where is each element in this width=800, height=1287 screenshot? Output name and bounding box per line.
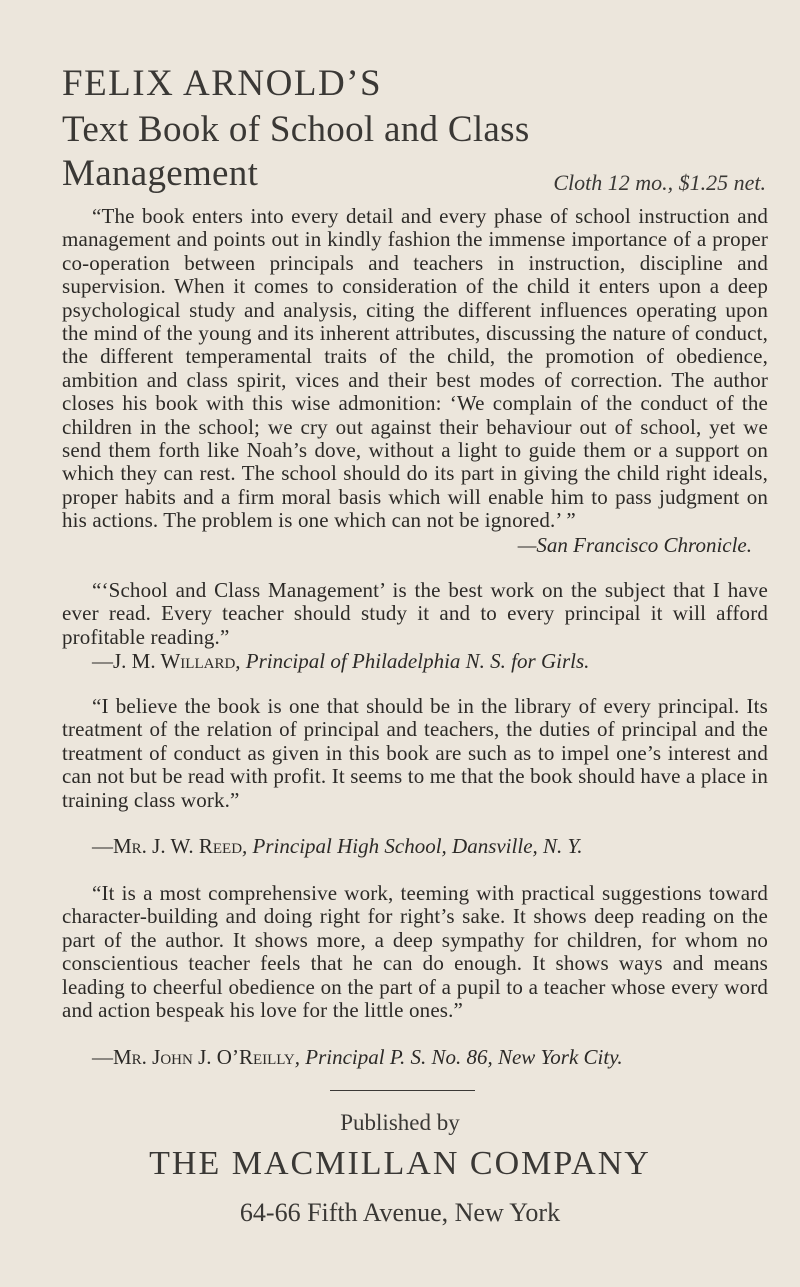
source-name: Willard bbox=[160, 649, 236, 673]
review-quote: “‘School and Class Management’ is the best work on the subject that I have ever read. Every teacher should study it and to every principal it will afford profitable reading.” bbox=[62, 578, 768, 649]
source-title: , Principal High School, Dansville, N. Y. bbox=[242, 834, 583, 858]
source-title: , Principal P. S. No. 86, New York City. bbox=[294, 1045, 623, 1069]
review-source bbox=[92, 650, 768, 673]
author-heading: FELIX ARNOLD’S bbox=[62, 63, 383, 104]
publisher-address: 64-66 Fifth Avenue, New York bbox=[239, 1198, 561, 1227]
source-dash: —J. M. bbox=[92, 649, 161, 673]
source-name: Reed bbox=[198, 834, 243, 858]
review-quote: “The book enters into every detail and every phase of school instruction and management and points out in kindly fashion the immense importance of a proper co-operation between principals and teachers in instruction, discipline and supervision. When it comes to consideration of the child it enters upon a deep psychological study and analysis, citing the different influences operating upon the mind of the young and its inherent attributes, discussing the nature of conduct, the different temperamental traits of the child, the promotion of obedience, ambition and class spirit, vices and their best modes of correction. The author closes his book with this wise admonition: ‘We complain of the conduct of the children in the school; we cry out against their behaviour out of school, yet we send them forth like Noah’s dove, without a light to guide them or a support on which they can rest. The school should do its part in giving the child right ideals, proper habits and a firm moral basis which will enable him to pass judgment on his actions. The problem is one which can not be ignored.’ ” bbox=[62, 204, 768, 533]
source-dash: —Mr. J. W. bbox=[92, 834, 199, 858]
publisher-name: THE MACMILLAN COMPANY bbox=[149, 1145, 651, 1182]
published-by-label: Published by bbox=[340, 1110, 460, 1135]
source-dash: —Mr. John J. bbox=[92, 1045, 217, 1069]
book-title-line-2: Management bbox=[62, 153, 259, 194]
price-note: Cloth 12 mo., $1.25 net. bbox=[553, 170, 766, 195]
divider-rule bbox=[330, 1090, 475, 1091]
review-2 bbox=[62, 579, 768, 649]
review-quote: “It is a most comprehensive work, teeming with practical suggestions toward character-building and doing right for right’s sake. It shows deep reading on the part of the author. It shows more, a deep sympathy for children, for whom no conscientious teacher feels that he can do enough. It shows ways and means leading to cheerful obedience on the part of a pupil to a teacher whose every word and action bespeak his love for the little ones.” bbox=[62, 881, 768, 1023]
source-title: , Principal of Philadelphia N. S. for Girls. bbox=[235, 649, 590, 673]
review-source bbox=[92, 1046, 768, 1069]
review-quote: “I believe the book is one that should be in the library of every principal. Its treatment of the relation of principal and teachers, the duties of principal and the treatment of conduct as given in this book are such as to impel one’s interest and can not but be read with profit. It seems to me that the book should have a place in training class work.” bbox=[62, 694, 768, 812]
source-name: O’Reilly bbox=[216, 1045, 295, 1069]
review-source bbox=[92, 835, 768, 858]
review-4 bbox=[62, 882, 768, 1022]
book-title-line-1: Text Book of School and Class bbox=[62, 109, 530, 150]
review-3 bbox=[62, 695, 768, 812]
review-1 bbox=[62, 205, 768, 533]
review-source: —San Francisco Chronicle. bbox=[517, 533, 752, 557]
